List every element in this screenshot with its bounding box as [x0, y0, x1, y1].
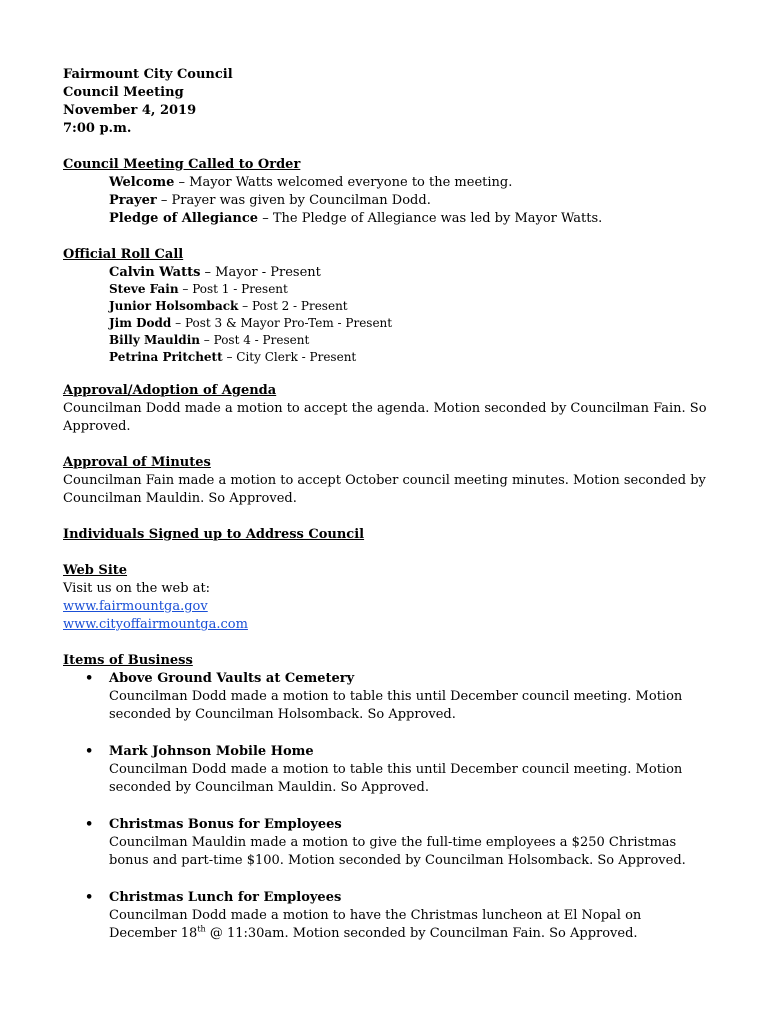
section-call-to-order: [63, 156, 710, 228]
section-individuals: [63, 526, 710, 544]
roll-member: Calvin Watts – Mayor - Present: [109, 265, 321, 280]
section-title: Council Meeting Called to Order: [63, 157, 301, 172]
section-title: Official Roll Call: [63, 247, 184, 262]
section-business: [63, 652, 710, 943]
roll-member: Jim Dodd – Post 3 & Mayor Pro-Tem - Present: [109, 316, 393, 330]
section-agenda: [63, 382, 710, 436]
business-item-title: Christmas Bonus for Employees: [109, 817, 342, 832]
meeting-time: 7:00 p.m.: [63, 121, 132, 136]
bullet-icon: •: [85, 744, 94, 759]
section-title: Approval/Adoption of Agenda: [63, 383, 277, 398]
minutes-text: Councilman Fain made a motion to accept October council meeting minutes. Motion seconded by Councilman Mauldin. So Approved.: [63, 473, 706, 506]
business-item-title: Christmas Lunch for Employees: [109, 890, 342, 905]
section-roll-call: [63, 246, 710, 366]
business-item: [63, 889, 710, 943]
business-item: [63, 743, 710, 797]
document-header: [63, 66, 710, 138]
website-intro: Visit us on the web at:: [63, 581, 211, 596]
roll-member: Steve Fain – Post 1 - Present: [109, 282, 288, 296]
website-link-cityoffairmountga[interactable]: www.cityoffairmountga.com: [63, 617, 248, 632]
bullet-icon: •: [85, 890, 94, 905]
business-item-text: Councilman Dodd made a motion to have the Christmas luncheon at El Nopal on December 18th @ 11:30am. Motion seconded by Councilman Fain. So Approved.: [109, 908, 642, 941]
section-title: Web Site: [63, 563, 128, 578]
business-item: [63, 670, 710, 724]
bullet-icon: •: [85, 671, 94, 686]
section-title: Individuals Signed up to Address Council: [63, 527, 365, 542]
section-title: Items of Business: [63, 653, 193, 668]
section-minutes: [63, 454, 710, 508]
business-item-title: Above Ground Vaults at Cemetery: [109, 671, 355, 686]
call-item-pledge: Pledge of Allegiance – The Pledge of Allegiance was led by Mayor Watts.: [109, 211, 603, 226]
org-name: Fairmount City Council: [63, 67, 233, 82]
section-title: Approval of Minutes: [63, 455, 211, 470]
business-items-list: [63, 670, 710, 943]
roll-call-list: [63, 264, 710, 366]
meeting-date: November 4, 2019: [63, 103, 197, 118]
section-website: [63, 562, 710, 634]
roll-member: Junior Holsomback – Post 2 - Present: [109, 299, 348, 313]
call-item-prayer: Prayer – Prayer was given by Councilman Dodd.: [109, 193, 431, 208]
business-item-text: Councilman Dodd made a motion to table this until December council meeting. Motion seconded by Councilman Holsomback. So Approved.: [109, 689, 683, 722]
business-item-title: Mark Johnson Mobile Home: [109, 744, 314, 759]
agenda-text: Councilman Dodd made a motion to accept the agenda. Motion seconded by Councilman Fain. So Approved.: [63, 401, 707, 434]
roll-member: Petrina Pritchett – City Clerk - Present: [109, 350, 357, 364]
roll-member: Billy Mauldin – Post 4 - Present: [109, 333, 310, 347]
call-item-welcome: Welcome – Mayor Watts welcomed everyone to the meeting.: [109, 175, 513, 190]
business-item-text: Councilman Mauldin made a motion to give the full-time employees a $250 Christmas bonus and part-time $100. Motion seconded by Councilman Holsomback. So Approved.: [109, 835, 686, 868]
business-item-text: Councilman Dodd made a motion to table this until December council meeting. Motion seconded by Councilman Mauldin. So Approved.: [109, 762, 683, 795]
bullet-icon: •: [85, 817, 94, 832]
business-item: [63, 816, 710, 870]
meeting-name: Council Meeting: [63, 85, 184, 100]
website-link-fairmountga[interactable]: www.fairmountga.gov: [63, 599, 208, 614]
